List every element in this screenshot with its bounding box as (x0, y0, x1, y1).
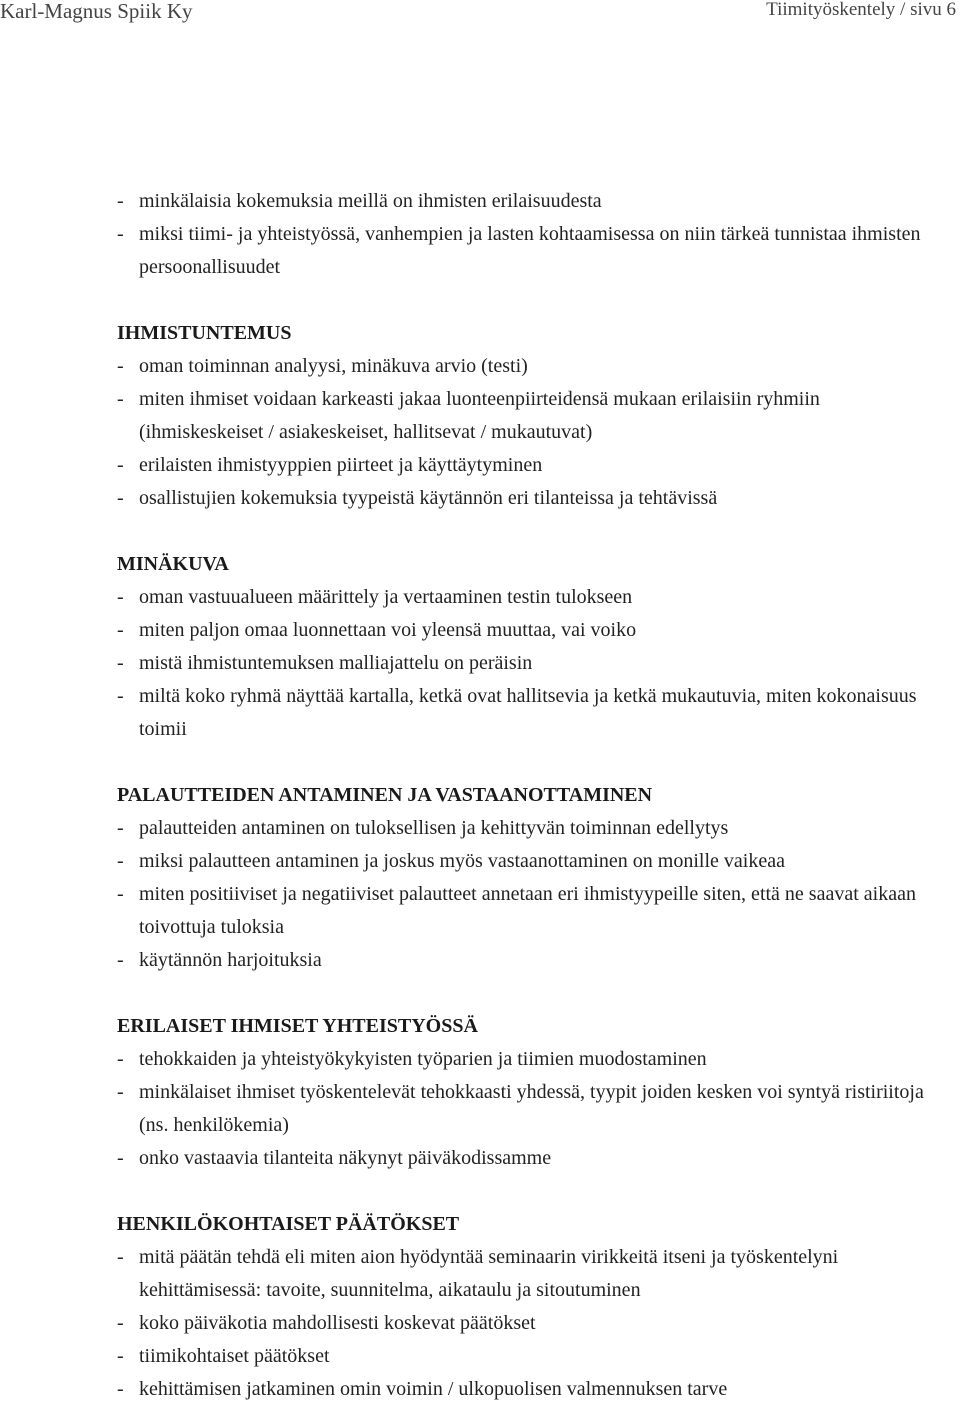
section-title-yhteistyo: ERILAISET IHMISET YHTEISTYÖSSÄ (117, 1015, 478, 1037)
list-item: - minkälaiset ihmiset työskentelevät tehokkaasti yhdessä, tyypit joiden kesken voi syntyä ristiriitoja (ns. henkilökemia) (117, 1081, 924, 1136)
list-item: - tiimikohtaiset päätökset (117, 1345, 330, 1367)
company-name: Karl-Magnus Spiik Ky (0, 0, 193, 23)
page-label: Tiimityöskentely / sivu 6 (766, 0, 956, 20)
list-item: - miksi tiimi- ja yhteistyössä, vanhempien ja lasten kohtaamisessa on niin tärkeä tunnistaa ihmisten persoonallisuudet (117, 223, 921, 278)
list-item: - onko vastaavia tilanteita näkynyt päiväkodissamme (117, 1147, 552, 1169)
list-item: - miten positiiviset ja negatiiviset palautteet annetaan eri ihmistyypeille siten, että ne saavat aikaan toivottuja tuloksia (117, 883, 916, 938)
list-item: - käytännön harjoituksia (117, 949, 322, 971)
section-title-paatokset: HENKILÖKOHTAISET PÄÄTÖKSET (117, 1213, 460, 1235)
list-item: - palautteiden antaminen on tuloksellisen ja kehittyvän toiminnan edellytys (117, 817, 729, 839)
list-item: - mitä päätän tehdä eli miten aion hyödyntää seminaarin virikkeitä itseni ja työskentelyni kehittämisessä: tavoite, suunnitelma, aikataulu ja sitoutuminen (117, 1246, 839, 1301)
intro-list (117, 185, 947, 284)
list-item: - minkälaisia kokemuksia meillä on ihmisten erilaisuudesta (117, 190, 602, 212)
section-list-paatokset (117, 1241, 947, 1406)
list-item: - kehittämisen jatkaminen omin voimin / ulkopuolisen valmennuksen tarve (117, 1378, 728, 1400)
page-header (0, 0, 960, 30)
list-item: - miten ihmiset voidaan karkeasti jakaa luonteenpiirteidensä mukaan erilaisiin ryhmiin (ihmiskeskeiset / asiakeskeiset, hallitsevat / mukautuvat) (117, 388, 820, 443)
section-title-minakuva: MINÄKUVA (117, 553, 229, 575)
document-body (117, 185, 947, 1406)
section-list-minakuva (117, 581, 947, 746)
section-list-palautteet (117, 812, 947, 977)
list-item: - osallistujien kokemuksia tyypeistä käytännön eri tilanteissa ja tehtävissä (117, 487, 718, 509)
list-item: - miltä koko ryhmä näyttää kartalla, ketkä ovat hallitsevia ja ketkä mukautuvia, miten kokonaisuus toimii (117, 685, 917, 740)
list-item: - oman vastuualueen määrittely ja vertaaminen testin tulokseen (117, 586, 633, 608)
list-item: - miksi palautteen antaminen ja joskus myös vastaanottaminen on monille vaikeaa (117, 850, 785, 872)
list-item: - erilaisten ihmistyyppien piirteet ja käyttäytyminen (117, 454, 543, 476)
section-title-ihmistuntemus: IHMISTUNTEMUS (117, 322, 292, 344)
list-item: - oman toiminnan analyysi, minäkuva arvio (testi) (117, 355, 528, 377)
section-list-ihmistuntemus (117, 350, 947, 515)
section-title-palautteet: PALAUTTEIDEN ANTAMINEN JA VASTAANOTTAMINEN (117, 784, 653, 806)
section-list-yhteistyo (117, 1043, 947, 1175)
list-item: - mistä ihmistuntemuksen malliajattelu on peräisin (117, 652, 533, 674)
list-item: - tehokkaiden ja yhteistyökykyisten työparien ja tiimien muodostaminen (117, 1048, 707, 1070)
list-item: - koko päiväkotia mahdollisesti koskevat päätökset (117, 1312, 536, 1334)
list-item: - miten paljon omaa luonnettaan voi yleensä muuttaa, vai voiko (117, 619, 637, 641)
